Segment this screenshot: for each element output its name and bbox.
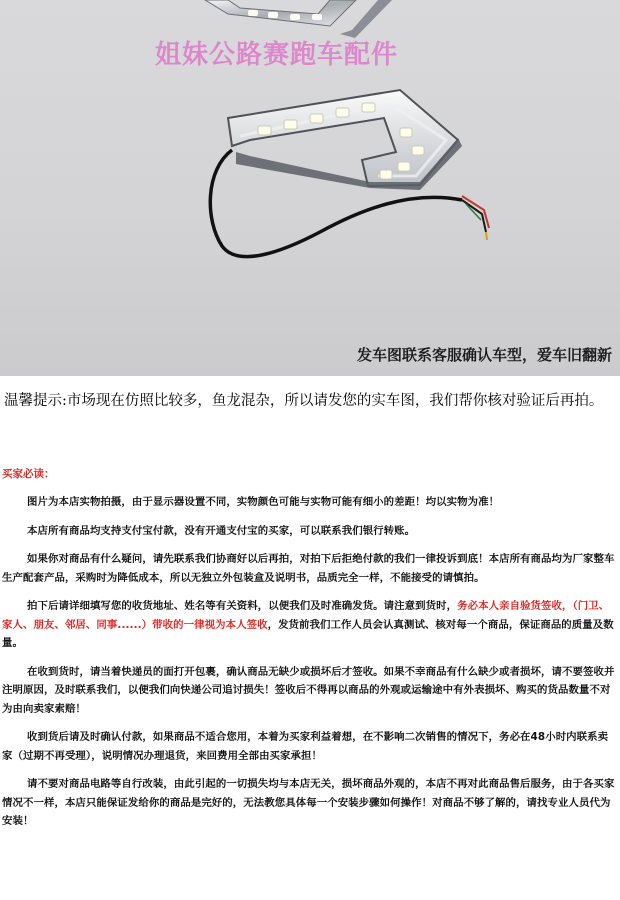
notice-title: 买家必读： <box>2 468 55 480</box>
main-lamp <box>228 90 462 190</box>
product-photo <box>0 0 620 376</box>
notice-paragraph-2: 本店所有商品均支持支付宝付款，没有开通支付宝的买家，可以联系我们银行转账。 <box>27 524 416 537</box>
watermark-text: 姐妹公路赛跑车配件 <box>155 40 399 70</box>
notice-paragraph-4-end: ，发货前我们工作人员会认真测试、核对每一个商品，保证商品的质量及数量。 <box>2 618 614 649</box>
warm-tip: 温馨提示:市场现在仿照比较多，鱼龙混杂，所以请发您的实车图，我们帮你核对验证后再拍。 <box>4 393 604 409</box>
notice-paragraph-3: 如果你对商品有什么疑问，请先联系我们协商好以后再拍，对拍下后拒绝付款的我们一律投诉到底！本店所有商品均为厂家整车生产配套产品，采购时为降低成本，所以无独立外包装盒及说明书，品质完全一样，不能接受的请慎拍。 <box>2 553 615 584</box>
notice-paragraph-4-start: 拍下后请详细填写您的收货地址、姓名等有关资料，以便我们及时准确发货。请注意到货时， <box>27 600 458 612</box>
notice-paragraph-1: 图片为本店实物拍摄，由于显示器设置不同，实物颜色可能与实物可能有细小的差距！均以实物为准！ <box>27 496 500 508</box>
notice-paragraph-6: 收到货后请及时确认付款，如果商品不适合您用，本着为买家利益着想，在不影响二次销售的情况下，务必在48小时内联系卖家（过期不再受理），说明情况办理退货，来回费用全部由买家承担！ <box>2 731 609 762</box>
photo-caption: 发车图联系客服确认车型，爱车旧翻新 <box>356 346 612 364</box>
notice-paragraph-4 <box>2 597 618 653</box>
buyer-notice <box>2 466 618 841</box>
notice-paragraph-5: 在收到货时，请当着快递员的面打开包裹，确认商品无缺少或损坏后才签收。如果不幸商品有什么缺少或者损坏，请不要签收并注明原因，及时联系我们，以便我们向快递公司追讨损失！签收后不得再以商品的外观或运输途中有外表损坏、购买的货品数量不对为由向卖家索赔！ <box>2 665 615 715</box>
notice-paragraph-7: 请不要对商品电路等自行改装，由此引起的一切损失均与本店无关，损坏商品外观的，本店不再对此商品售后服务，由于各买家情况不一样，本店只能保证发给你的商品是完好的，无法教您具体每一个安装步骤如何操作！对商品不够了解的，请找专业人员代为安装！ <box>2 778 615 827</box>
top-lamp <box>205 0 392 38</box>
notice-paragraph-4-highlight: 务必本人亲自验货签收，（门卫、家人、朋友、邻居、同事......）带收的一律视为本人签收 <box>2 600 610 631</box>
